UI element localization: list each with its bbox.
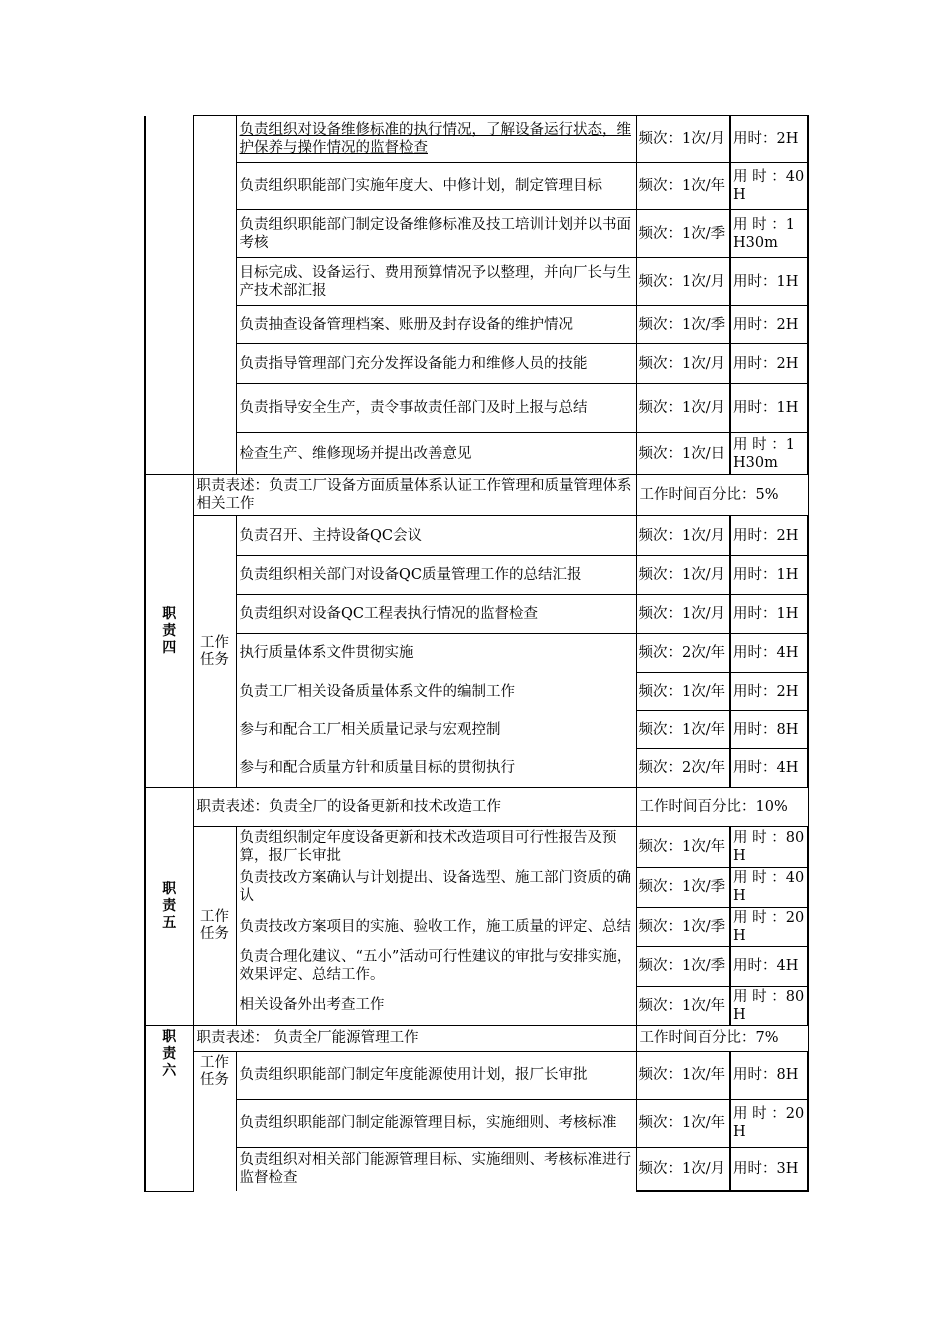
duty-statement: 职责表述： 负责全厂能源管理工作 <box>193 1025 636 1051</box>
task-desc: 负责组织相关部门对设备QC质量管理工作的总结汇报 <box>236 556 636 595</box>
table-row <box>145 344 808 384</box>
task-label: 工作任务 <box>193 516 236 788</box>
task-frequency: 频次：1次/月 <box>636 1147 730 1191</box>
table-row <box>145 556 808 595</box>
table-row <box>145 306 808 344</box>
duty-statement: 职责表述：负责全厂的设备更新和技术改造工作 <box>193 788 636 827</box>
task-duration: 用 时 ：1H30m <box>730 433 808 475</box>
task-frequency: 频次：1次/年 <box>636 673 730 711</box>
table-row <box>145 516 808 556</box>
duty-six-label: 职责六 <box>162 1028 177 1079</box>
task-desc: 负责组织对相关部门能源管理目标、实施细则、考核标准进行监督检查 <box>236 1147 636 1191</box>
task-desc: 执行质量体系文件贯彻实施 <box>236 634 636 673</box>
task-frequency: 频次：1次/月 <box>636 556 730 595</box>
task-frequency: 频次：2次/年 <box>636 749 730 788</box>
task-duration: 用时：8H <box>730 711 808 749</box>
duty-title <box>145 475 193 788</box>
table-row <box>145 634 808 673</box>
task-frequency: 频次：1次/年 <box>636 1051 730 1099</box>
task-desc: 负责技改方案项目的实施、验收工作，施工质量的评定、总结 <box>236 907 636 946</box>
duty-cell-continued <box>145 116 193 475</box>
task-duration: 用时：2H <box>730 306 808 344</box>
task-frequency: 频次：1次/年 <box>636 827 730 868</box>
task-frequency: 频次：1次/季 <box>636 867 730 907</box>
table-row <box>145 711 808 749</box>
task-duration: 用 时 ：20H <box>730 1099 808 1147</box>
task-frequency: 频次：1次/月 <box>636 384 730 433</box>
task-desc: 负责组织制定年度设备更新和技术改造项目可行性报告及预算，报厂长审批 <box>236 827 636 868</box>
task-frequency: 频次：1次/月 <box>636 595 730 634</box>
task-frequency: 频次：1次/季 <box>636 306 730 344</box>
task-label: 工作任务 <box>193 1051 236 1191</box>
duty-title <box>145 788 193 1026</box>
task-frequency: 频次：1次/年 <box>636 986 730 1025</box>
task-desc: 参与和配合工厂相关质量记录与宏观控制 <box>236 711 636 749</box>
task-desc: 负责组织职能部门制定设备维修标准及技工培训计划并以书面考核 <box>236 210 636 258</box>
task-desc: 负责组织职能部门实施年度大、中修计划，制定管理目标 <box>236 163 636 210</box>
task-frequency: 频次：1次/季 <box>636 210 730 258</box>
table-row <box>145 1051 808 1099</box>
task-desc: 负责工厂相关设备质量体系文件的编制工作 <box>236 673 636 711</box>
table-row <box>145 1025 808 1051</box>
task-desc: 参与和配合质量方针和质量目标的贯彻执行 <box>236 749 636 788</box>
table-row <box>145 907 808 946</box>
task-desc: 负责指导安全生产，责令事故责任部门及时上报与总结 <box>236 384 636 433</box>
table-row <box>145 1147 808 1191</box>
table-row <box>145 475 808 516</box>
task-desc: 负责指导管理部门充分发挥设备能力和维修人员的技能 <box>236 344 636 384</box>
task-frequency: 频次：1次/年 <box>636 711 730 749</box>
task-duration: 用时：2H <box>730 344 808 384</box>
task-duration: 用时：2H <box>730 116 808 163</box>
task-desc: 负责召开、主持设备QC会议 <box>236 516 636 556</box>
task-label: 工作任务 <box>193 827 236 1026</box>
task-duration: 用 时 ：40H <box>730 867 808 907</box>
task-duration: 用时：1H <box>730 384 808 433</box>
task-duration: 用 时 ：80H <box>730 827 808 868</box>
table-row <box>145 827 808 868</box>
task-desc: 负责组织对设备QC工程表执行情况的监督检查 <box>236 595 636 634</box>
task-desc: 负责组织职能部门制定能源管理目标，实施细则、考核标准 <box>236 1099 636 1147</box>
table-row <box>145 163 808 210</box>
table-row <box>145 258 808 306</box>
task-frequency: 频次：2次/年 <box>636 634 730 673</box>
task-desc: 负责抽查设备管理档案、账册及封存设备的维护情况 <box>236 306 636 344</box>
table-row <box>145 867 808 907</box>
task-frequency: 频次：1次/年 <box>636 1099 730 1147</box>
task-desc: 负责合理化建议、“五小”活动可行性建议的审批与安排实施，效果评定、总结工作。 <box>236 946 636 986</box>
task-desc: 检查生产、维修现场并提出改善意见 <box>236 433 636 475</box>
table-row <box>145 384 808 433</box>
task-duration: 用时：8H <box>730 1051 808 1099</box>
task-desc: 目标完成、设备运行、费用预算情况予以整理，并向厂长与生产技术部汇报 <box>236 258 636 306</box>
table-row <box>145 1099 808 1147</box>
task-duration: 用时：4H <box>730 749 808 788</box>
task-duration: 用时：4H <box>730 946 808 986</box>
table-row <box>145 210 808 258</box>
task-desc: 负责组织职能部门制定年度能源使用计划，报厂长审批 <box>236 1051 636 1099</box>
table-row <box>145 986 808 1025</box>
work-time-percentage: 工作时间百分比：5% <box>636 475 808 516</box>
task-duration: 用时：1H <box>730 595 808 634</box>
duty-title <box>145 1025 193 1191</box>
task-duration: 用 时 ：20H <box>730 907 808 946</box>
table-row <box>145 673 808 711</box>
work-time-percentage: 工作时间百分比：7% <box>636 1025 808 1051</box>
task-duration: 用 时 ：1H30m <box>730 210 808 258</box>
task-frequency: 频次：1次/季 <box>636 907 730 946</box>
task-duration: 用时：3H <box>730 1147 808 1191</box>
task-frequency: 频次：1次/月 <box>636 344 730 384</box>
task-duration: 用 时 ：80H <box>730 986 808 1025</box>
task-frequency: 频次：1次/季 <box>636 946 730 986</box>
task-duration: 用时：2H <box>730 516 808 556</box>
task-duration: 用时：4H <box>730 634 808 673</box>
task-duration: 用时：1H <box>730 258 808 306</box>
task-desc: 相关设备外出考查工作 <box>236 986 636 1025</box>
task-desc: 负责技改方案确认与计划提出、设备选型、施工部门资质的确认 <box>236 867 636 907</box>
duty-five-label: 职责五 <box>162 880 177 931</box>
table-row <box>145 595 808 634</box>
task-desc: 负责组织对设备维修标准的执行情况，了解设备运行状态，维护保养与操作情况的监督检查 <box>236 116 636 163</box>
table-row <box>145 433 808 475</box>
table-row <box>145 116 808 163</box>
duty-statement: 职责表述：负责工厂设备方面质量体系认证工作管理和质量管理体系相关工作 <box>193 475 636 516</box>
table-row <box>145 749 808 788</box>
task-frequency: 频次：1次/年 <box>636 163 730 210</box>
task-duration: 用时：2H <box>730 673 808 711</box>
table-row <box>145 788 808 827</box>
task-label-cell-continued <box>193 116 236 475</box>
duty-four-label: 职责四 <box>162 605 177 656</box>
task-frequency: 频次：1次/月 <box>636 258 730 306</box>
duty-table <box>144 115 809 1192</box>
table-row <box>145 946 808 986</box>
task-frequency: 频次：1次/月 <box>636 116 730 163</box>
work-time-percentage: 工作时间百分比：10% <box>636 788 808 827</box>
task-frequency: 频次：1次/日 <box>636 433 730 475</box>
task-duration: 用 时 ：40H <box>730 163 808 210</box>
task-frequency: 频次：1次/月 <box>636 516 730 556</box>
task-duration: 用时：1H <box>730 556 808 595</box>
